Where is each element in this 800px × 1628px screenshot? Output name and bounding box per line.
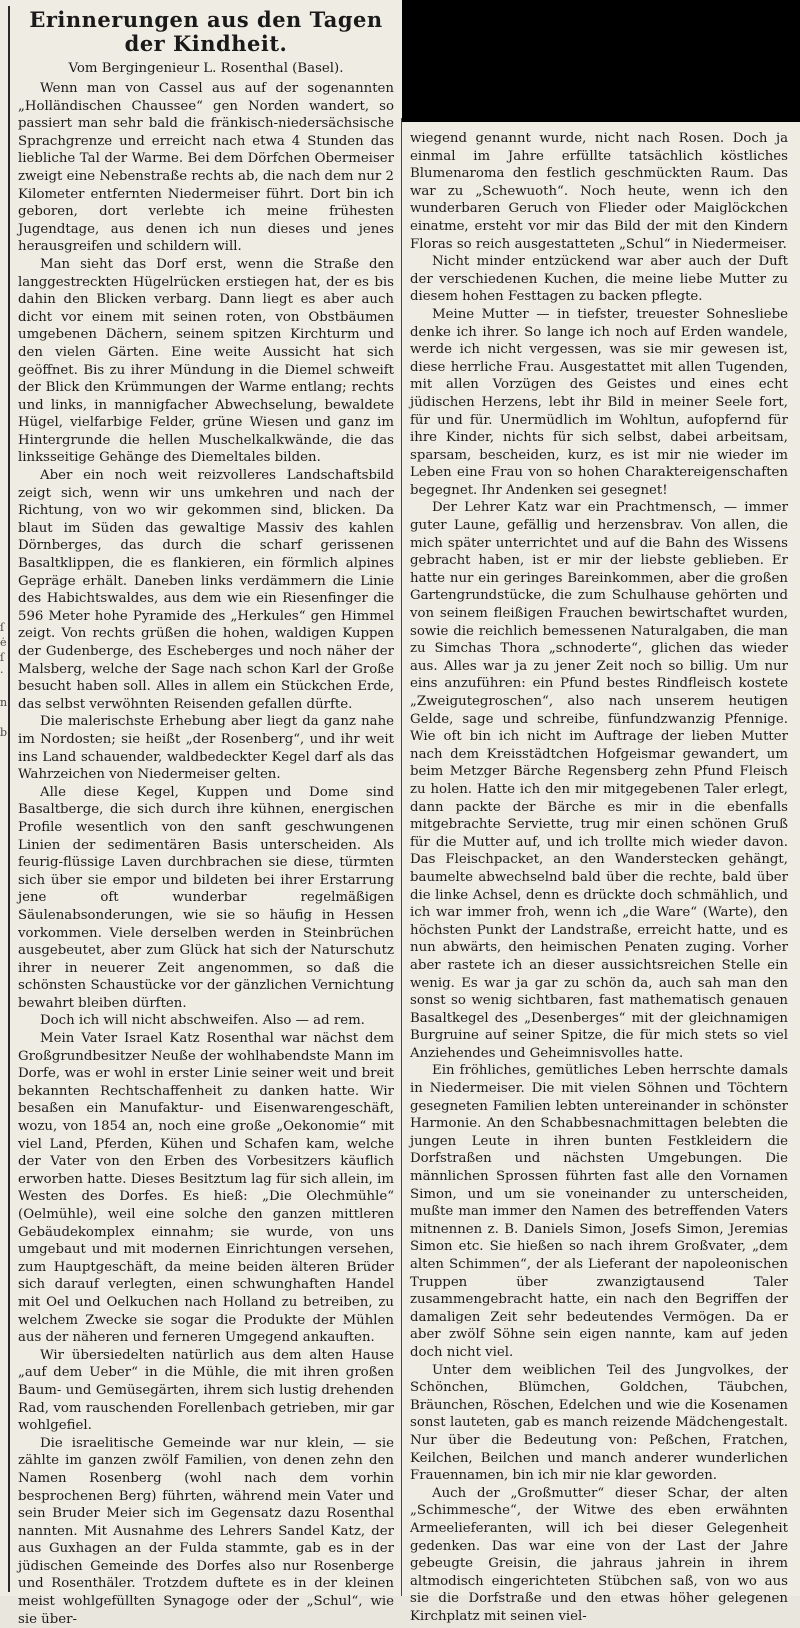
paragraph: Die israelitische Gemeinde war nur klein, — sie zählte im ganzen zwölf Familien, von denen zehn den Namen Rosenberg (wohl nach dem vorhin besprochenen Berg) führten, während mein Vater und sein Bruder Meier sich im Gegensatz dazu Rosenthal nannten. Mit Ausnahme des Lehrers Sandel Katz, der aus Guxhagen an der Fulda stammte, gab es in der jüdischen Gemeinde des Dorfes also nur Rosenberge und Rosenthäler. Trotzdem duftete es in der kleinen meist wohlgefüllten Synagoge oder der „Schul“, wie sie über-	[18, 1435, 394, 1627]
article-byline: Vom Bergingenieur L. Rosenthal (Basel).	[68, 61, 344, 76]
paragraph: Doch ich will nicht abschweifen. Also — ad rem.	[40, 1013, 365, 1029]
paragraph: Mein Vater Israel Katz Rosenthal war nächst dem Großgrundbesitzer Neuße der wohlhabendste Mann im Dorfe, was er wohl in erster Linie seiner weit und breit bekannten Rechtschaffenheit zu danken hatte. Wir besaßen ein Manufaktur- und Eisenwarengeschäft, wozu, von 1854 an, noch eine große „Oekonomie“ mit viel Land, Pferden, Kühen und Schafen kam, welche der Vater von den Erben des Vorbesitzers käuflich erworben hatte. Dieses Besitztum lag für sich allein, im Westen des Dorfes. Es hieß: „Die Olechmühle“ (Oelmühle), weil eine solche den ganzen mittleren Gebäudekomplex einnahm; sie wurde, von uns umgebaut und mit modernen Einrichtungen versehen, zum Hauptgeschäft, da meine beiden älteren Brüder sich darauf verlegten, einen schwunghaften Handel mit Oel und Oelkuchen nach Holland zu betreiben, zu welchem Zwecke sie sogar die Produkte der Mühlen aus der näheren und ferneren Umgegend ankauften.	[18, 1031, 394, 1346]
paragraph: Ein fröhliches, gemütliches Leben herrschte damals in Niedermeiser. Die mit vielen Söhnen und Töchtern gesegneten Familien lebten untereinander in schönster Harmonie. An den Schabbesnachmittagen belebten die jungen Leute in ihren bunten Festkleidern die Dorfstraßen und nächsten Umgebungen. Die männlichen Sprossen führten fast alle den Vornamen Simon, und um sie voneinander zu unterscheiden, mußte man immer den Namen des betreffenden Vaters mitnennen z. B. Daniels Simon, Josefs Simon, Jeremias Simon etc. Sie hießen so nach ihrem Großvater, „dem alten Schimmen“, der als Lieferant der napoleonischen Truppen über zwanzigtausend Taler zusammengebracht hatte, ein nach den Begriffen der damaligen Zeit sehr bedeutendes Vermögen. Da er aber zwölf Söhne sein eigen nannte, kam auf jeden doch nicht viel.	[410, 1063, 788, 1360]
paragraph: Meine Mutter — in tiefster, treuester Sohnesliebe denke ich ihrer. So lange ich noch auf Erden wandele, werde ich nicht vergessen, was sie mir gewesen ist, diese herrliche Frau. Ausgestattet mit allen Tugenden, mit allen Vorzügen des Geistes und eines echt jüdischen Herzens, lebt ihr Bild in meiner Seele fort, für und für. Unermüdlich im Wohltun, aufopfernd für ihre Kinder, nichts für sich selbst, dabei arbeitsam, sparsam, bescheiden, kurz, es ist mir nie wieder im Leben eine Frau von so hohen Charaktereigenschaften begegnet. Ihr Andenken sei gesegnet!	[410, 306, 788, 498]
paragraph: Die malerischste Erhebung aber liegt da ganz nahe im Nordosten; sie heißt „der Rosenberg“, und ihr weit ins Land schauender, waldbedeckter Kegel darf als das Wahrzeichen von Niedermeiser gelten.	[18, 714, 394, 783]
article-title	[18, 8, 394, 56]
paragraph: Nicht minder entzückend war aber auch der Duft der verschiedenen Kuchen, die meine liebe Mutter zu diesem hohen Festtagen zu backen pflegte.	[410, 254, 788, 305]
column-divider	[401, 118, 402, 1596]
article-title-line-1: Erinnerungen aus den Tagen	[29, 7, 383, 32]
paragraph: Alle diese Kegel, Kuppen und Dome sind Basaltberge, die sich durch ihre kühnen, energischen Profile wesentlich von den sanft geschwungenen Linien der sedimentären Basis unterscheiden. Als feurig-flüssige Laven durchbrachen sie diese, türmten sich über sie empor und bildeten bei ihrer Erstarrung jene oft wunderbar regelmäßigen Säulenabsonderungen, wie sie so häufig in Hessen vorkommen. Viele derselben werden in Steinbrüchen ausgebeutet, aber zum Glück hat sich der Naturschutz ihrer in neuerer Zeit angenommen, so daß die schönsten Schaustücke vor der gänzlichen Vernichtung bewahrt bleiben dürften.	[18, 784, 394, 1011]
paragraph: Man sieht das Dorf erst, wenn die Straße den langgestreckten Hügelrücken erstiegen hat, der es bis dahin den Blicken verbarg. Dann liegt es aber auch dicht vor einem mit seinen roten, von Obstbäumen umgebenen Dächern, seinem spitzen Kirchturm und den vielen Gärten. Eine weite Aussicht hat sich geöffnet. Bis zu ihrer Mündung in die Diemel schweift der Blick den Krümmungen der Warme entlang; rechts und links, in mannigfacher Abwechselung, bewaldete Hügel, vielfarbige Felder, grüne Wiesen und ganz im Hintergrunde die hellen Muschelkalkwände, die das linksseitige Gehänge des Diemeltales bilden.	[18, 256, 394, 466]
left-column	[18, 6, 394, 1627]
paragraph: Auch der „Großmutter“ dieser Schar, der alten „Schimmesche“, der Witwe des eben erwähnten Armeelieferanten, will ich bei dieser Gelegenheit gedenken. Das war eine von der Last der Jahre gebeugte Greisin, die jahraus jahrein in ihrem altmodisch eingerichteten Stübchen saß, von wo aus sie die Dorfstraße und den etwas höher gelegenen Kirchplatz mit seinen viel-	[410, 1485, 788, 1624]
paragraph: Wenn man von Cassel aus auf der sogenannten „Holländischen Chaussee“ gen Norden wandert, so passiert man sehr bald die fränkisch-niedersächsische Sprachgrenze und erreicht nach etwa 4 Stunden das liebliche Tal der Warme. Bei dem Dörfchen Obermeiser zweigt eine Nebenstraße rechts ab, die nach dem nur 2 Kilometer entfernten Niedermeiser führt. Dort bin ich geboren, dort verlebte ich meine frühesten Jugendtage, aus denen ich nun dieses und jenes herausgreifen und schildern will.	[18, 81, 394, 255]
paragraph: Aber ein noch weit reizvolleres Landschaftsbild zeigt sich, wenn wir uns umkehren und nach der Richtung, von wo wir gekommen sind, blicken. Da blaut im Süden das gewaltige Massiv des kahlen Dörnberges, das durch die scharf gerissenen Basaltklippen, die es flankieren, ein förmlich alpines Gepräge erhält. Daneben links verdämmern die Linie des Habichtswaldes, aus dem wie ein Riesenfinger die 596 Meter hohe Pyramide des „Herkules“ gen Himmel zeigt. Von rechts grüßen die hohen, waldigen Kuppen der Gudenberge, des Escheberges und noch näher der Malsberg, welche der Sage nach schon Karl der Große besucht haben soll. Alles in allem ein Stückchen Erde, das selbst verwöhnten Reisenden gefallen dürfte.	[18, 468, 394, 712]
black-redaction-block	[402, 0, 800, 122]
right-column	[410, 130, 788, 1624]
paragraph: Unter dem weiblichen Teil des Jungvolkes, der Schönchen, Blümchen, Goldchen, Täubchen, Bräunchen, Röschen, Edelchen und wie die Kosenamen sonst lauteten, gab es manch reizende Mädchengestalt. Nur über die Bedeutung von: Peßchen, Fratchen, Keilchen, Beilchen und manch anderer wunderlichen Frauennamen, bin ich mir nie klar geworden.	[410, 1362, 788, 1484]
paragraph: Der Lehrer Katz war ein Prachtmensch, — immer guter Laune, gefällig und herzensbrav. Von allen, die mich später unterrichtet und auf die Bahn des Wissens gebracht haben, ist er mir der liebste geblieben. Er hatte nur ein geringes Bareinkommen, aber die großen Gartengrundstücke, die zum Schulhause gehörten und von seinem fleißigen Frauchen bewirtschaftet wurden, sowie die reichlich bemessenen Naturalgaben, die man zu Simchas Thora „schnoderte“, glichen das wieder aus. Alles war ja zu jener Zeit noch so billig. Um nur eins anzuführen: ein Pfund bestes Rindfleisch kostete „Zweigutegroschen“, also nach unserem heutigen Gelde, sage und schreibe, fünfundzwanzig Pfennige. Wie oft bin ich nicht im Auftrage der lieben Mutter nach dem Kreisstädtchen Hofgeismar gewandert, um beim Metzger Bärche Regensberg zehn Pfund Fleisch zu holen. Hatte ich den mir mitgegebenen Taler erlegt, dann packte der Bärche es mir in die ebenfalls mitgebrachte Serviette, trug mir einen schönen Gruß für die Mutter auf, und ich trollte mich wieder davon. Das Fleischpacket, an den Wanderstecken gehängt, baumelte abwechselnd bald über die rechte, bald über die linke Achsel, denn es drückte doch schmählich, und ich war immer froh, wenn ich „die Ware“ (Warte), den höchsten Punkt der Landstraße, erreicht hatte, und es nun abwärts, den heimischen Penaten zuging. Vorher aber rastete ich an dieser aussichtsreichen Stelle ein wenig. Es war ja gar zu schön da, auch sah man den sonst so wenig sichtbaren, fast mathematisch genauen Basaltkegel des „Desenberges“ mit der gleichnamigen Burgruine auf seiner Spitze, die für mich stets so viel Anziehendes und Geheimnisvolles hatte.	[410, 500, 788, 1061]
paragraph: wiegend genannt wurde, nicht nach Rosen. Doch ja einmal im Jahre erfüllte tatsächlich köstliches Blumenaroma den festlich geschmückten Raum. Das war zu „Schewuoth“. Noch heute, wenn ich den wunderbaren Geruch von Flieder oder Maiglöckchen einatme, ersteht vor mir das Bild der mit den Kindern Floras so reich ausgestatteten „Schul“ in Niedermeiser.	[410, 131, 788, 252]
margin-marks: ſ ė ſ · n b	[0, 621, 8, 739]
article-title-line-2: der Kindheit.	[124, 31, 288, 56]
left-border-rule	[8, 6, 10, 1592]
paragraph: Wir übersiedelten natürlich aus dem alten Hause „auf dem Ueber“ in die Mühle, die mit ihren großen Baum- und Gemüsegärten, ihrem sich lustig drehenden Rad, vom rauschenden Forellenbach getrieben, mir gar wohlgefiel.	[18, 1347, 394, 1434]
